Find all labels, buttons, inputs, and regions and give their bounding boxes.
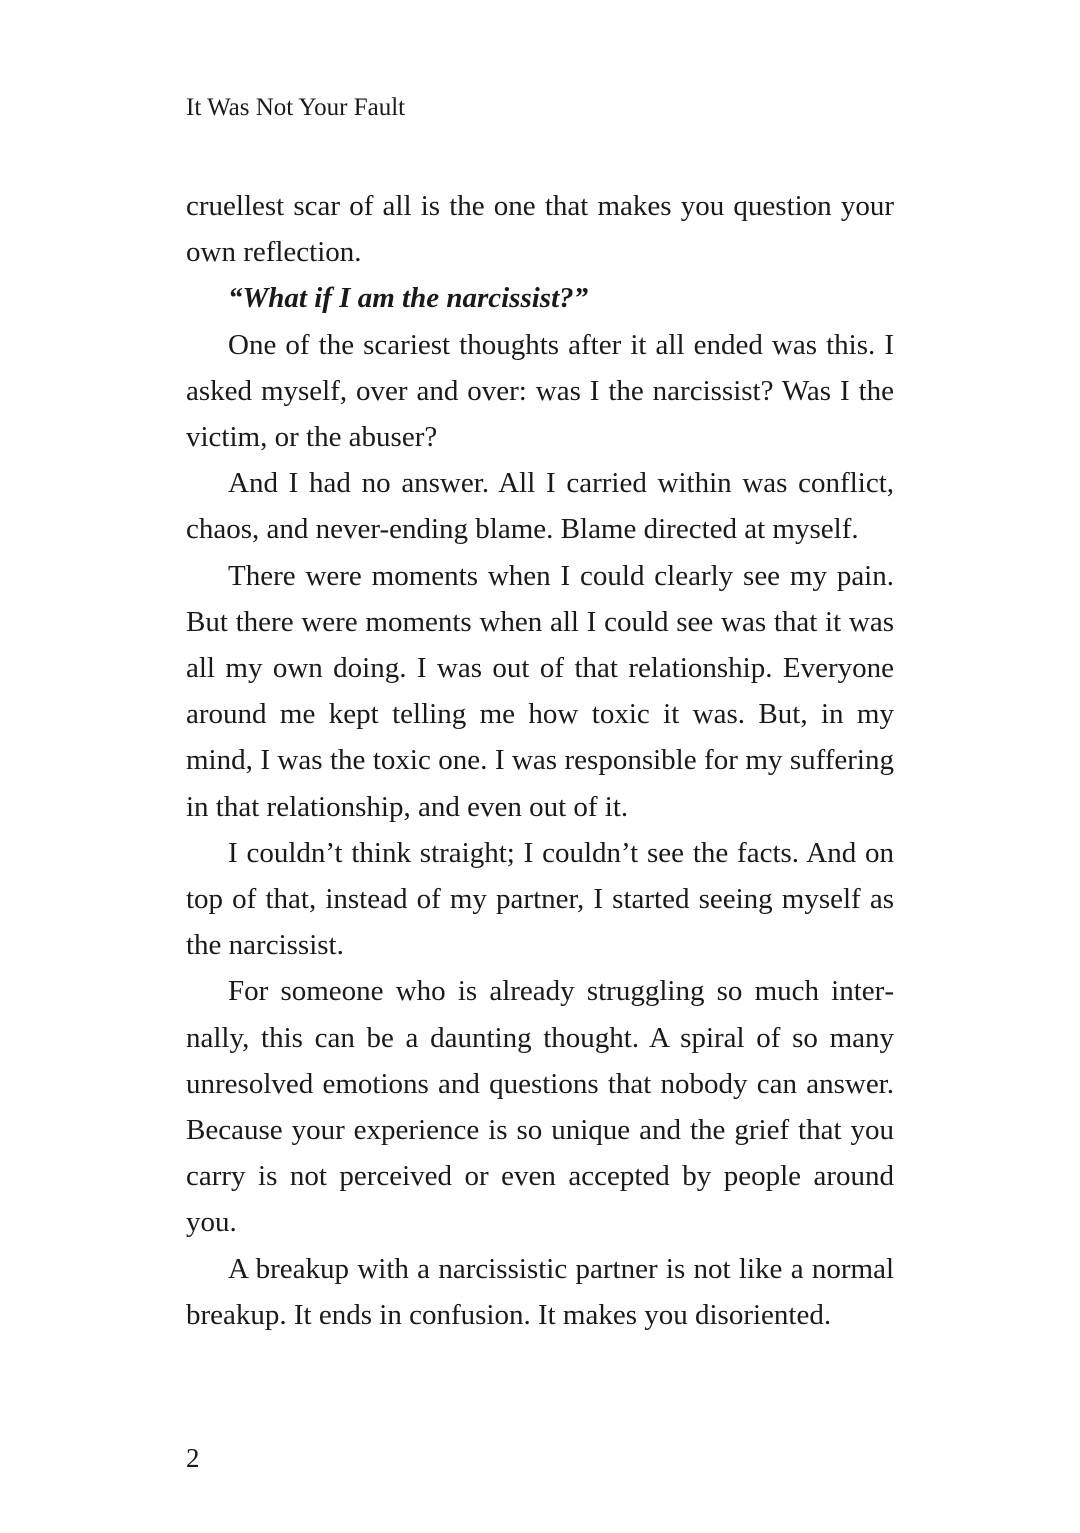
- paragraph: One of the scariest thoughts after it all ended was this. I asked myself, over and over: was I the narcissist? Was I the victim, or the abuser?: [186, 328, 894, 454]
- paragraph: There were moments when I could clearly see my pain. But there were moments when all I could see was that it was all my own doing. I was out of that relationship. Everyone around me kept telling me how toxic it was. But, in my mind, I was the toxic one. I was responsible for my suffering in that relationship, and even out of it.: [186, 559, 894, 823]
- body-text: [186, 183, 894, 1338]
- paragraph: And I had no answer. All I carried within was conflict, chaos, and never-ending blame. Blame directed at myself.: [186, 467, 894, 546]
- paragraph: A breakup with a narcissistic partner is not like a normal breakup. It ends in confusion. It makes you disoriented.: [186, 1252, 894, 1331]
- section-subheading: “What if I am the narcissist?”: [228, 282, 589, 315]
- running-header-title: It Was Not Your Fault: [186, 94, 406, 121]
- paragraph: For someone who is already struggling so much internally, this can be a daunting thought. A spiral of so many unresolved emotions and questions that nobody can answer. Because your experience is so unique and the grief that you carry is not perceived or even accepted by people around you.: [186, 975, 894, 1239]
- page-number: 2: [186, 1443, 200, 1473]
- paragraph: I couldn’t think straight; I couldn’t see the facts. And on top of that, instead of my partner, I started seeing myself as the narcissist.: [186, 836, 894, 962]
- paragraph-continuation: cruellest scar of all is the one that makes you question your own reflection.: [186, 190, 894, 269]
